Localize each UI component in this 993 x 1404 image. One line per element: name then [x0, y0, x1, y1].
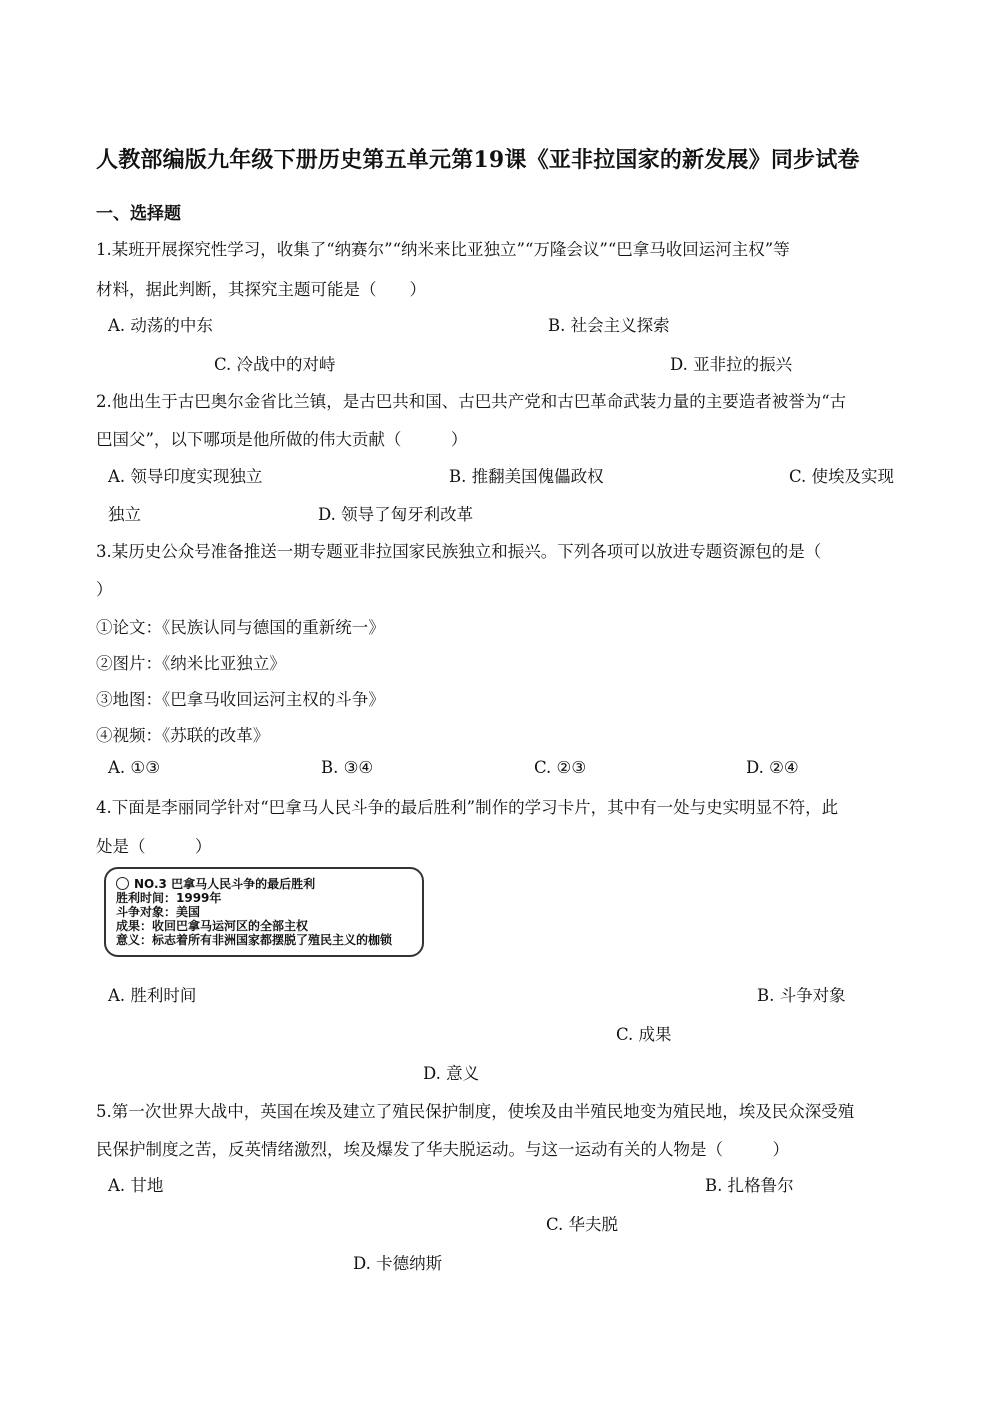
study-card — [104, 867, 424, 957]
q3-item-2: ②图片：《纳米比亚独立》 — [96, 654, 286, 673]
section-heading: 一、选择题 — [96, 204, 181, 224]
q4-option-b: B. 斗争对象 — [757, 986, 846, 1005]
question-2-text: 2.他出生于古巴奥尔金省比兰镇，是古巴共和国、古巴共产党和古巴革命武装力量的主要造者被誉为“古 — [96, 392, 847, 411]
q3-option-c: C. ②③ — [534, 758, 587, 777]
question-3-text-cont: ） — [96, 580, 113, 599]
q3-item-4: ④视频：《苏联的改革》 — [96, 726, 270, 745]
q3-option-a: A. ①③ — [108, 758, 160, 777]
q1-option-c: C. 冷战中的对峙 — [214, 355, 336, 374]
q5-option-c: C. 华夫脱 — [546, 1215, 619, 1234]
q2-option-b: B. 推翻美国傀儡政权 — [449, 467, 604, 486]
question-3-text: 3.某历史公众号准备推送一期专题亚非拉国家民族独立和振兴。下列各项可以放进专题资源包的是（ — [96, 542, 822, 561]
page-title: 人教部编版九年级下册历史第五单元第19课《亚非拉国家的新发展》同步试卷 — [96, 147, 860, 173]
q3-option-d: D. ②④ — [746, 758, 799, 777]
study-card-header: NO.3 巴拿马人民斗争的最后胜利 — [116, 877, 422, 891]
question-1-text: 1.某班开展探究性学习，收集了“纳赛尔”“纳米来比亚独立”“万隆会议”“巴拿马收回运河主权”等 — [96, 240, 790, 259]
q2-option-a: A. 领导印度实现独立 — [108, 467, 263, 486]
q1-option-d: D. 亚非拉的振兴 — [670, 355, 793, 374]
q5-option-a: A. 甘地 — [108, 1176, 164, 1195]
q3-option-b: B. ③④ — [321, 758, 374, 777]
q3-item-3: ③地图：《巴拿马收回运河主权的斗争》 — [96, 690, 385, 709]
q5-option-b: B. 扎格鲁尔 — [705, 1176, 794, 1195]
q4-option-c: C. 成果 — [616, 1025, 672, 1044]
study-card-row: 成果：收回巴拿马运河区的全部主权 — [116, 919, 309, 933]
q2-option-d: D. 领导了匈牙利改革 — [318, 505, 474, 524]
q2-option-c: C. 使埃及实现 — [789, 467, 895, 486]
question-4-text: 4.下面是李丽同学针对“巴拿马人民斗争的最后胜利”制作的学习卡片，其中有一处与史实明显不符，此 — [96, 798, 839, 817]
question-5-text-cont: 民保护制度之苦，反英情绪激烈，埃及爆发了华夫脱运动。与这一运动有关的人物是（ ） — [96, 1140, 789, 1159]
question-2-text-cont: 巴国父”，以下哪项是他所做的伟大贡献（ ） — [96, 430, 468, 449]
q5-option-d: D. 卡德纳斯 — [353, 1254, 443, 1273]
q4-option-d: D. 意义 — [423, 1064, 480, 1083]
q1-option-b: B. 社会主义探索 — [548, 316, 670, 335]
q4-option-a: A. 胜利时间 — [108, 986, 197, 1005]
study-card-row: 胜利时间：1999年 — [116, 891, 222, 905]
question-1-text-cont: 材料，据此判断，其探究主题可能是（ ） — [96, 280, 426, 299]
question-5-text: 5.第一次世界大战中，英国在埃及建立了殖民保护制度，使埃及由半殖民地变为殖民地，埃及民众深受殖 — [96, 1102, 855, 1121]
circle-icon — [116, 877, 129, 890]
question-4-text-cont: 处是（ ） — [96, 837, 212, 856]
q2-option-c-cont: 独立 — [108, 505, 141, 524]
q3-item-1: ①论文：《民族认同与德国的重新统一》 — [96, 618, 385, 637]
study-card-row: 意义：标志着所有非洲国家都摆脱了殖民主义的枷锁 — [116, 933, 393, 947]
study-card-row: 斗争对象：美国 — [116, 905, 201, 919]
q1-option-a: A. 动荡的中东 — [108, 316, 213, 335]
